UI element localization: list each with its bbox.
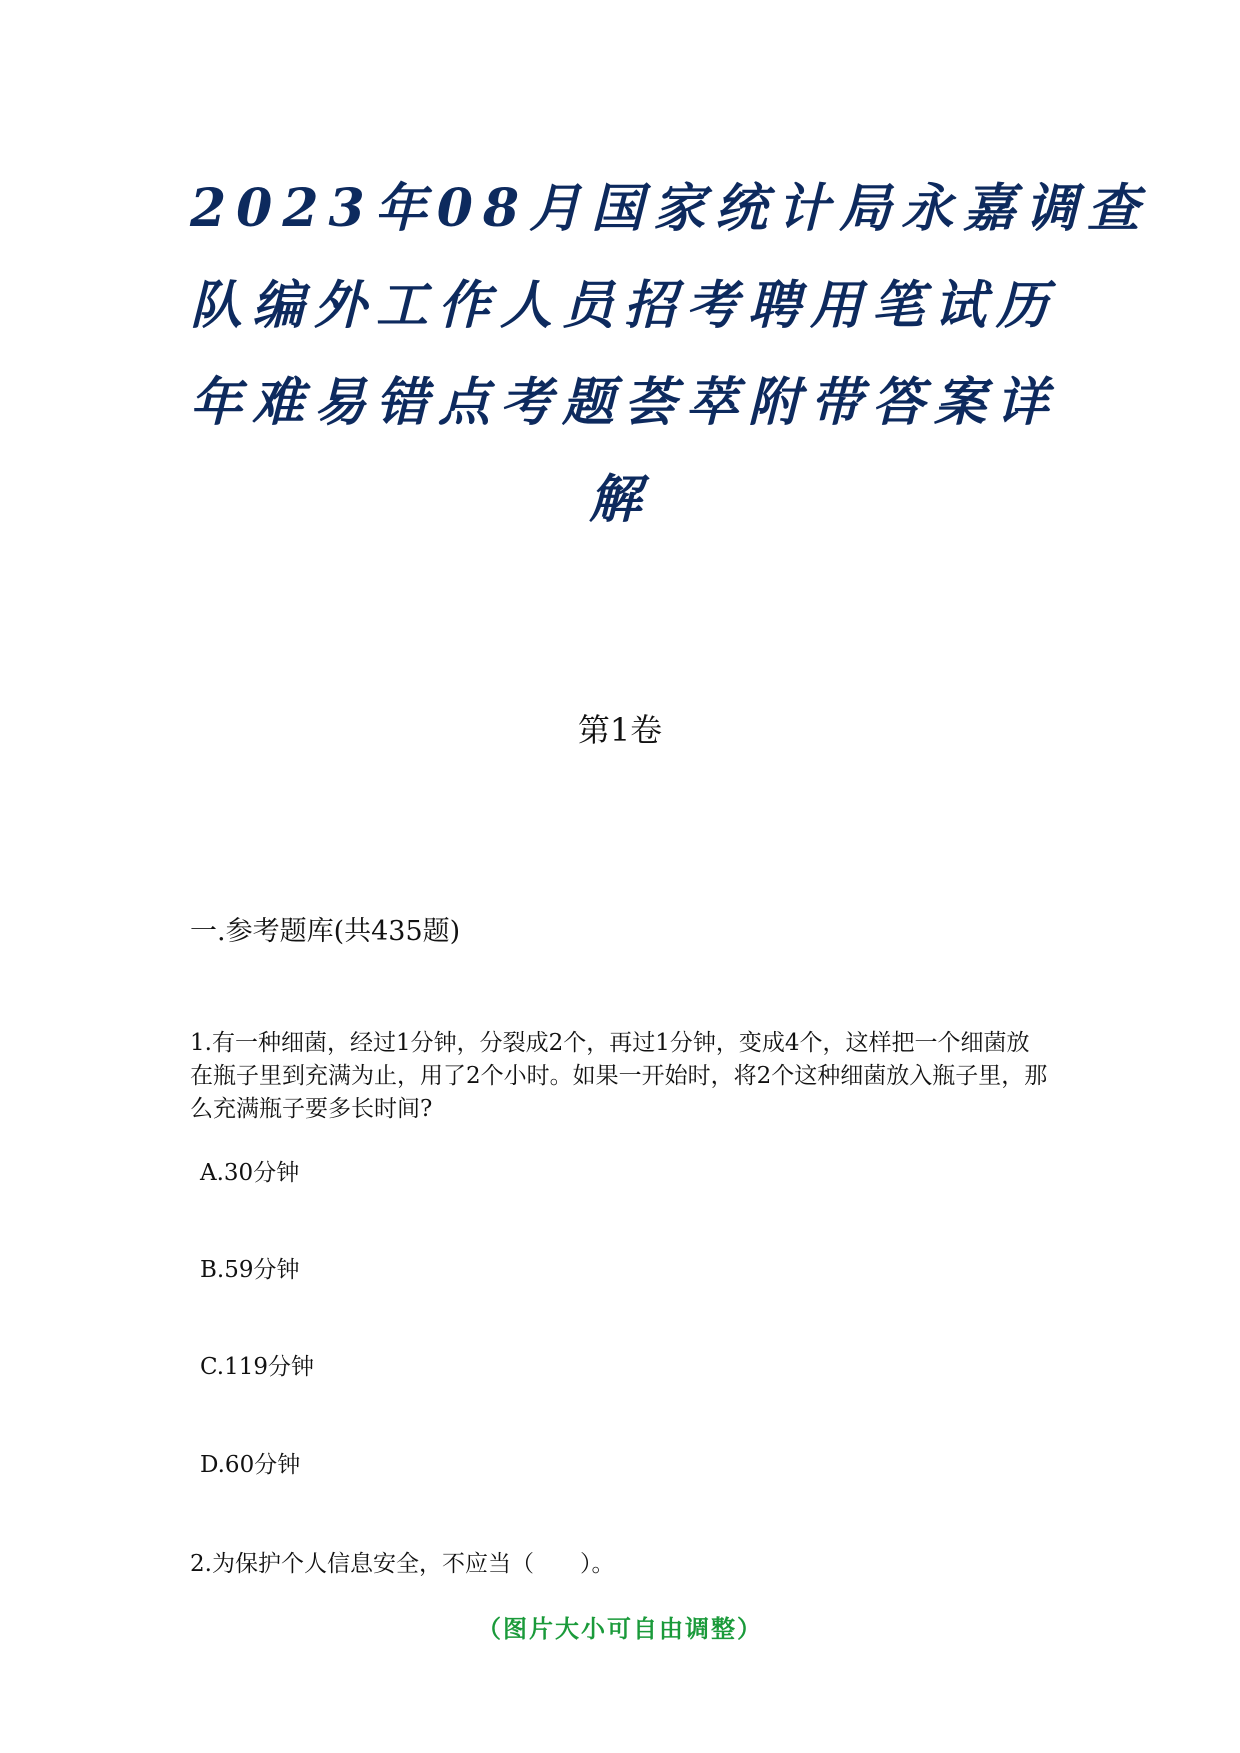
volume-label: 第1卷	[577, 711, 663, 749]
title-line-1: 2023年08月国家统计局永嘉调查	[190, 178, 1150, 239]
document-title	[190, 160, 1150, 548]
question-2-text: 2.为保护个人信息安全，不应当（ ）。	[190, 1551, 615, 1577]
title-line-3: 年难易错点考题荟萃附带答案详	[190, 372, 1059, 433]
question-1-option-a: A.30分钟	[200, 1160, 300, 1186]
title-line-2: 队编外工作人员招考聘用笔试历	[190, 275, 1059, 336]
question-1-option-d: D.60分钟	[200, 1452, 301, 1478]
question-1-option-b: B.59分钟	[200, 1257, 300, 1283]
section-heading: 一.参考题库(共435题)	[190, 916, 461, 947]
footer-note: （图片大小可自由调整）	[477, 1614, 763, 1643]
question-1-text: 1.有一种细菌，经过1分钟，分裂成2个，再过1分钟，变成4个，这样把一个细菌放在瓶子里到充满为止，用了2个小时。如果一开始时，将2个这种细菌放入瓶子里，那么充满瓶子要多长时间?	[190, 1030, 1048, 1122]
title-line-4: 解	[588, 469, 651, 530]
question-1-option-c: C.119分钟	[200, 1354, 314, 1380]
